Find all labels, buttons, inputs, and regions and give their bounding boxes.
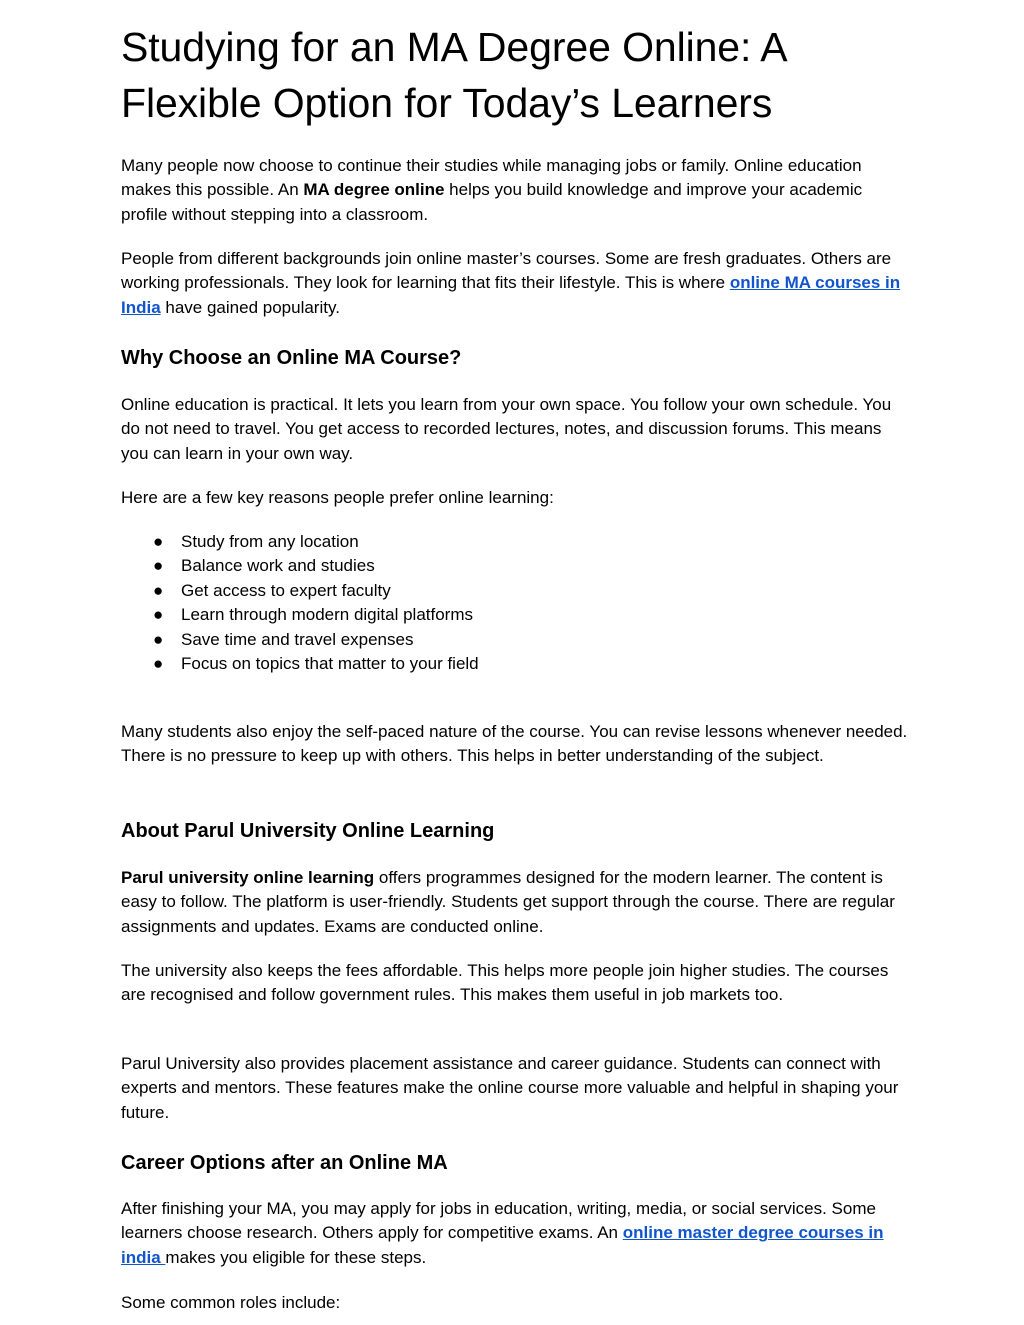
fees-paragraph: The university also keeps the fees affordable. This helps more people join higher studies. The courses are recognised and follow government rules. This makes them useful in job markets too.: [121, 961, 889, 1005]
list-item-text: Save time and travel expenses: [181, 629, 414, 649]
page-title: Studying for an MA Degree Online: A Flexible Option for Today’s Learners: [121, 24, 786, 126]
list-item-text: Balance work and studies: [181, 556, 375, 576]
career-paragraph: [121, 1197, 911, 1270]
list-item: [121, 579, 911, 603]
list-item-text: Focus on topics that matter to your field: [181, 654, 479, 674]
career-text-1: After finishing your MA, you may apply for jobs in education, writing, media, or social services. Some learners choose research. Others apply for competitive exams. An: [121, 1199, 876, 1243]
intro-text-2: helps you build knowledge and improve your academic profile without stepping into a classroom.: [121, 180, 863, 224]
list-item-text: Learn through modern digital platforms: [181, 605, 473, 625]
list-item-text: Get access to expert faculty: [181, 580, 391, 600]
roles-intro-paragraph: Some common roles include:: [121, 1293, 341, 1312]
bullet-icon: ●: [153, 556, 164, 576]
career-text-2: makes you eligible for these steps.: [165, 1247, 427, 1267]
online-master-degree-link[interactable]: online master degree courses in india: [121, 1223, 884, 1267]
reasons-list: [121, 530, 911, 676]
heading-career-options: Career Options after an Online MA: [121, 1152, 448, 1174]
list-item: [121, 554, 911, 578]
bullet-icon: ●: [153, 654, 164, 674]
list-item: [121, 603, 911, 627]
bullet-icon: ●: [153, 629, 164, 649]
list-item: [121, 628, 911, 652]
intro-bold-keyword: MA degree online: [303, 180, 445, 200]
heading-why-choose: Why Choose an Online MA Course?: [121, 347, 462, 369]
intro-text-1: Many people now choose to continue their studies while managing jobs or family. Online education makes this possible. An: [121, 156, 862, 200]
reasons-intro-paragraph: Here are a few key reasons people prefer online learning:: [121, 488, 554, 507]
backgrounds-text-2: have gained popularity.: [160, 297, 340, 317]
bullet-icon: ●: [153, 532, 164, 551]
practical-paragraph: Online education is practical. It lets you learn from your own space. You follow your own schedule. You do not need to travel. You get access to recorded lectures, notes, and discussion forums. This means you can learn in your own way.: [121, 395, 892, 463]
bullet-icon: ●: [153, 580, 164, 600]
backgrounds-paragraph: [121, 247, 911, 320]
list-item: [121, 530, 911, 554]
list-item: [121, 652, 911, 676]
backgrounds-text-1: People from different backgrounds join online master’s courses. Some are fresh graduates. Others are working professionals. They look for learning that fits their lifestyle. This is where: [121, 249, 892, 293]
intro-paragraph: [121, 154, 911, 227]
self-paced-paragraph: Many students also enjoy the self-paced nature of the course. You can revise lessons whenever needed. There is no pressure to keep up with others. This helps in better understanding of the subject.: [121, 722, 908, 766]
parul-bold-keyword: Parul university online learning: [121, 868, 375, 887]
online-ma-courses-link[interactable]: online MA courses in India: [121, 273, 901, 317]
parul-paragraph: [121, 866, 911, 939]
list-item-text: Study from any location: [181, 532, 359, 551]
bullet-icon: ●: [153, 605, 164, 625]
parul-text: offers programmes designed for the modern learner. The content is easy to follow. The platform is user-friendly. Students get support through the course. There are regular assignments and updates. Exams are conducted online.: [121, 868, 895, 936]
placement-paragraph: Parul University also provides placement assistance and career guidance. Students can connect with experts and mentors. These features make the online course more valuable and helpful in shaping your future.: [121, 1054, 899, 1122]
heading-about-parul: About Parul University Online Learning: [121, 820, 495, 842]
